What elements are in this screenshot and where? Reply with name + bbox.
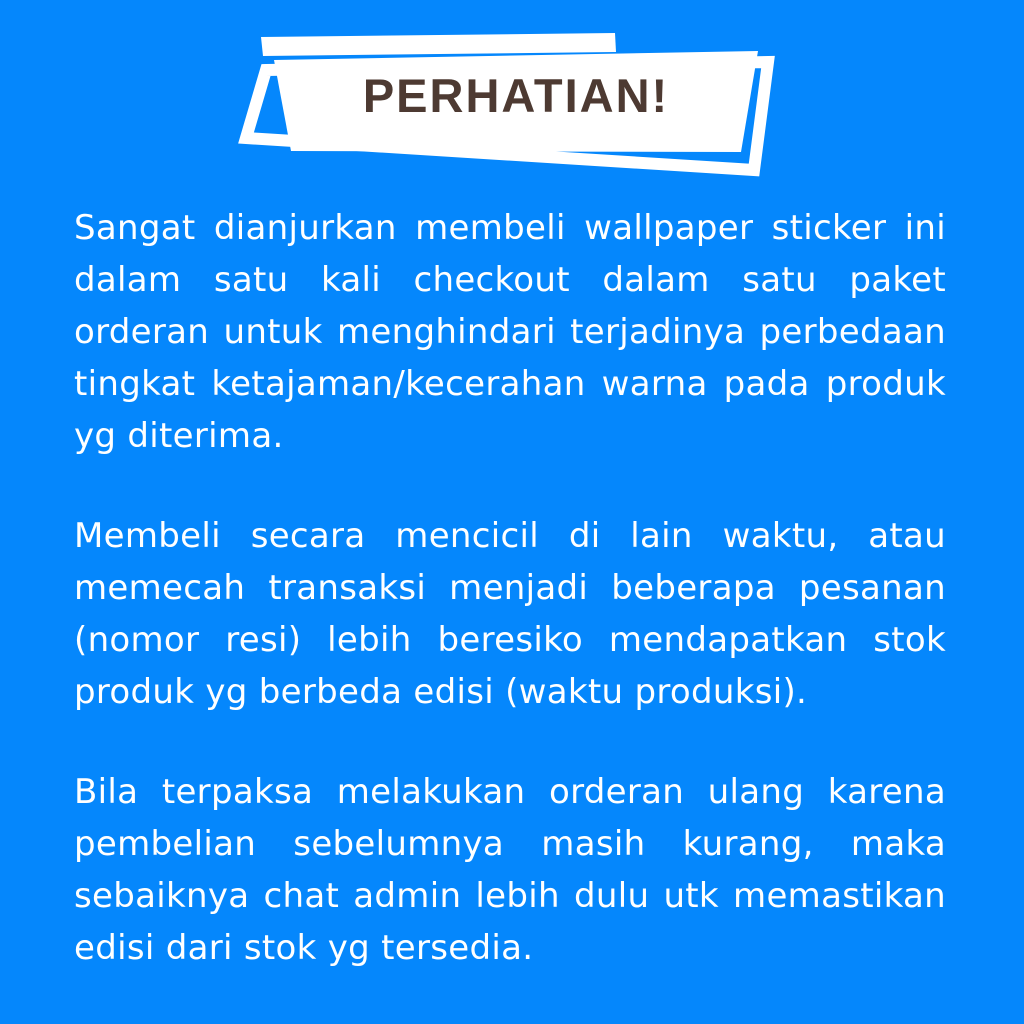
banner-top-strip (261, 33, 616, 56)
notice-paragraph-1: Sangat dianjurkan membeli wallpaper sticker ini dalam satu kali checkout dalam satu paket orderan untuk menghindari terjadinya perbedaan tingkat ketajaman/kecerahan warna pada produk yg diterima. (74, 208, 946, 456)
notice-body (74, 202, 946, 1022)
banner-title: PERHATIAN! (362, 69, 670, 122)
notice-paragraph-2: Membeli secara mencicil di lain waktu, atau memecah transaksi menjadi beberapa pesanan (nomor resi) lebih beresiko mendapatkan stok produk yg berbeda edisi (waktu produksi). (74, 516, 946, 712)
attention-banner (0, 0, 1024, 200)
notice-paragraph-3: Bila terpaksa melakukan orderan ulang karena pembelian sebelumnya masih kurang, maka sebaiknya chat admin lebih dulu utk memastikan edisi dari stok yg tersedia. (74, 772, 946, 968)
